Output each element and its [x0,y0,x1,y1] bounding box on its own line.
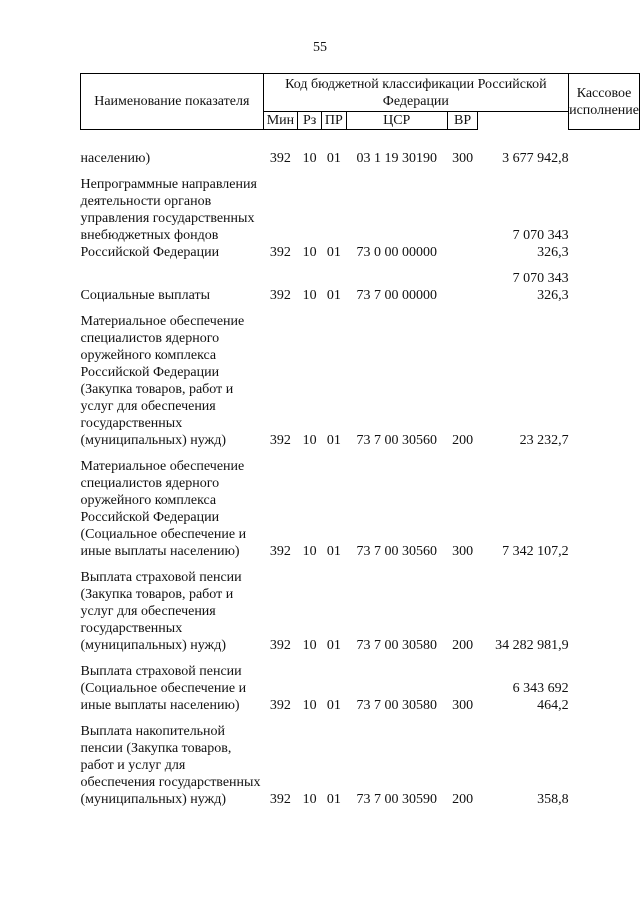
row-rz: 10 [302,698,317,713]
row-amount: 7 342 107,2 [502,544,569,559]
row-pr: 01 [326,433,341,448]
row-amount: 7 070 343 326,3 [512,271,569,303]
table-row [81,458,640,560]
header-pr: ПР [322,112,347,130]
table-row [81,313,640,449]
row-name: Социальные выплаты [80,288,211,303]
row-min: 392 [269,433,291,448]
row-rz: 10 [302,151,317,166]
row-rz: 10 [302,245,317,260]
row-amount: 23 232,7 [519,433,569,448]
row-min: 392 [269,698,291,713]
header-vr: ВР [447,112,478,130]
table-row [81,130,640,168]
header-name: Наименование показателя [81,74,264,130]
row-rz: 10 [302,792,317,807]
row-vr: 300 [452,698,474,713]
row-csr: 73 7 00 00000 [356,288,437,303]
row-vr: 200 [452,433,474,448]
header-csr: ЦСР [346,112,447,130]
row-pr: 01 [326,638,341,653]
row-pr: 01 [326,288,341,303]
row-vr: 200 [452,638,474,653]
row-pr: 01 [326,245,341,260]
row-min: 392 [269,638,291,653]
row-csr: 73 7 00 30580 [356,638,437,653]
row-min: 392 [269,288,291,303]
row-csr: 73 7 00 30580 [356,698,437,713]
row-vr [447,176,478,261]
row-amount: 358,8 [537,792,569,807]
row-csr: 73 0 00 00000 [356,245,437,260]
budget-table [80,73,640,808]
row-amount: 7 070 343 326,3 [512,228,569,260]
row-min: 392 [269,245,291,260]
row-csr: 73 7 00 30560 [356,544,437,559]
header-min: Мин [263,112,298,130]
row-min: 392 [269,151,291,166]
row-vr: 200 [452,792,474,807]
row-csr: 73 7 00 30590 [356,792,437,807]
header-amount: Кассовое исполнение [569,74,640,130]
row-vr: 300 [452,151,474,166]
table-row [81,270,640,304]
row-name: Выплата накопительной пенсии (Закупка товаров, работ и услуг для обеспечения государственных (муниципальных) нужд) [80,724,261,807]
row-rz: 10 [302,638,317,653]
header-code-group: Код бюджетной классификации Российской Федерации [263,74,568,112]
table-header [81,74,640,130]
row-name: Выплата страховой пенсии (Закупка товаров, работ и услуг для обеспечения государственных (муниципальных) нужд) [80,570,242,653]
row-amount: 34 282 981,9 [495,638,569,653]
table-row [81,176,640,261]
row-name: Выплата страховой пенсии (Социальное обеспечение и иные выплаты населению) [80,664,247,713]
row-csr: 03 1 19 30190 [356,151,437,166]
row-name: Непрограммные направления деятельности органов управления государственных внебюджетных фондов Российской Федерации [80,177,257,260]
row-vr [447,270,478,304]
header-rz: Рз [298,112,322,130]
row-amount: 3 677 942,8 [502,151,569,166]
row-vr: 300 [452,544,474,559]
row-name: Материальное обеспечение специалистов ядерного оружейного комплекса Российской Федерации (Социальное обеспечение и иные выплаты населению) [80,459,247,559]
row-rz: 10 [302,288,317,303]
row-pr: 01 [326,792,341,807]
table-row [81,663,640,714]
row-rz: 10 [302,544,317,559]
row-rz: 10 [302,433,317,448]
row-name: населению) [80,151,151,166]
table-row [81,569,640,654]
row-min: 392 [269,544,291,559]
row-csr: 73 7 00 30560 [356,433,437,448]
table-row [81,723,640,808]
row-pr: 01 [326,151,341,166]
row-min: 392 [269,792,291,807]
row-pr: 01 [326,698,341,713]
row-pr: 01 [326,544,341,559]
row-name: Материальное обеспечение специалистов ядерного оружейного комплекса Российской Федерации (Закупка товаров, работ и услуг для обеспечения государственных (муниципальных) нужд) [80,314,245,448]
row-amount: 6 343 692 464,2 [512,681,569,713]
table-body [81,130,640,809]
page-number: 55 [313,40,327,55]
